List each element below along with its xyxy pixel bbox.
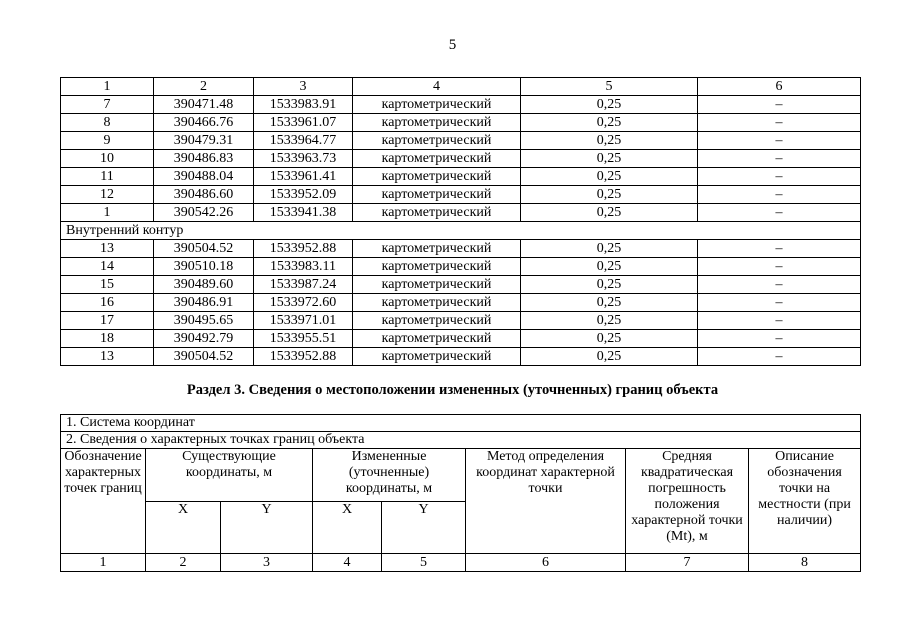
header-designation: Обозначение характерных точек границ [61,449,146,554]
table-cell: 1533972.60 [254,294,353,312]
header-existing-x: X [146,502,221,554]
table-row [61,132,861,150]
table-cell: 6 [698,78,861,96]
table-cell: 390471.48 [154,96,254,114]
table-cell: картометрический [353,258,521,276]
header-changed-y: Y [382,502,466,554]
table-cell: картометрический [353,168,521,186]
table-cell: 4 [353,78,521,96]
table-cell: – [698,96,861,114]
table-cell: 1533961.07 [254,114,353,132]
table-cell: 0,25 [521,312,698,330]
table-cell: 9 [61,132,154,150]
header-changed: Измененные (уточненные) координаты, м [313,449,466,502]
table-cell: 0,25 [521,330,698,348]
table-cell: 7 [61,96,154,114]
column-number: 5 [382,554,466,572]
column-number: 8 [749,554,861,572]
table-cell: – [698,294,861,312]
points-info-row: 2. Сведения о характерных точках границ объекта [61,432,861,449]
table-cell: 1533952.88 [254,348,353,366]
table-cell: картометрический [353,294,521,312]
table-cell: 390486.83 [154,150,254,168]
table-cell: – [698,240,861,258]
table-cell: 15 [61,276,154,294]
table-cell: 0,25 [521,114,698,132]
table-row [61,276,861,294]
table-cell: 390479.31 [154,132,254,150]
table-cell: – [698,258,861,276]
table-cell: картометрический [353,186,521,204]
table-cell: 390489.60 [154,276,254,294]
inner-contour-label: Внутренний контур [61,222,861,240]
table-row [61,114,861,132]
table-cell: картометрический [353,96,521,114]
table-cell: 1533963.73 [254,150,353,168]
table-cell: 0,25 [521,204,698,222]
table-cell: 390486.91 [154,294,254,312]
table-row [61,294,861,312]
table-cell: картометрический [353,348,521,366]
table-row [61,415,861,432]
table-cell: 1 [61,204,154,222]
table-cell: 0,25 [521,258,698,276]
header-description: Описание обозначения точки на местности (при наличии) [749,449,861,554]
table-row [61,240,861,258]
table-cell: 0,25 [521,132,698,150]
table-row [61,554,861,572]
section-title: Раздел 3. Сведения о местоположении измененных (уточненных) границ объекта [186,382,719,398]
table-cell: 0,25 [521,168,698,186]
table-cell: картометрический [353,132,521,150]
coordinate-system-row: 1. Система координат [61,415,861,432]
table-cell: картометрический [353,114,521,132]
table-cell: картометрический [353,240,521,258]
table-row [61,168,861,186]
table-cell: 0,25 [521,240,698,258]
header-method: Метод определения координат характерной точки [466,449,626,554]
table-row [61,186,861,204]
table-cell: 13 [61,348,154,366]
table-row [61,330,861,348]
header-existing: Существующие координаты, м [146,449,313,502]
table-cell: – [698,114,861,132]
table-cell: картометрический [353,312,521,330]
table-cell: 1533955.51 [254,330,353,348]
table-cell: 390495.65 [154,312,254,330]
table-cell: 1533983.91 [254,96,353,114]
table-cell: 390542.26 [154,204,254,222]
table-cell: 14 [61,258,154,276]
table-cell: 1533961.41 [254,168,353,186]
column-number: 6 [466,554,626,572]
table-cell: 1533983.11 [254,258,353,276]
table-row [61,96,861,114]
table-cell: 390486.60 [154,186,254,204]
table-cell: 1533987.24 [254,276,353,294]
table-cell: 0,25 [521,348,698,366]
table-cell: 10 [61,150,154,168]
table-row [61,150,861,168]
header-changed-x: X [313,502,382,554]
table-cell: – [698,150,861,168]
table-cell: картометрический [353,276,521,294]
table-cell: 1533964.77 [254,132,353,150]
table-cell: 1533941.38 [254,204,353,222]
header-error: Средняя квадратическая погрешность положения характерной точки (Mt), м [626,449,749,554]
table-cell: – [698,132,861,150]
table-row [61,348,861,366]
table-cell: – [698,276,861,294]
page-number: 5 [448,37,457,53]
table-cell: 8 [61,114,154,132]
table-cell: 3 [254,78,353,96]
column-number: 4 [313,554,382,572]
table-cell: 0,25 [521,96,698,114]
table-cell: 390504.52 [154,348,254,366]
table-cell: 0,25 [521,294,698,312]
table-cell: 1533971.01 [254,312,353,330]
inner-contour-row [61,222,861,240]
table-cell: 1533952.88 [254,240,353,258]
table-row [61,258,861,276]
table-cell: 18 [61,330,154,348]
table-cell: – [698,186,861,204]
column-number: 2 [146,554,221,572]
header-existing-y: Y [221,502,313,554]
table-row [61,449,861,502]
table-cell: 11 [61,168,154,186]
table-cell: 390492.79 [154,330,254,348]
table-cell: 0,25 [521,186,698,204]
table-cell: 390466.76 [154,114,254,132]
table-row [61,312,861,330]
table-cell: 390504.52 [154,240,254,258]
column-number: 7 [626,554,749,572]
table-row [61,432,861,449]
table-cell: картометрический [353,330,521,348]
table-cell: 2 [154,78,254,96]
column-number: 1 [61,554,146,572]
table-cell: 1 [61,78,154,96]
table-cell: 0,25 [521,276,698,294]
table-cell: 17 [61,312,154,330]
coordinates-table [60,77,861,366]
table-cell: 390488.04 [154,168,254,186]
table-cell: 0,25 [521,150,698,168]
table-cell: 16 [61,294,154,312]
table-cell: 12 [61,186,154,204]
table-cell: картометрический [353,204,521,222]
table-cell: – [698,330,861,348]
table-cell: 1533952.09 [254,186,353,204]
table-cell: 390510.18 [154,258,254,276]
header-row [61,78,861,96]
table-cell: – [698,312,861,330]
column-number: 3 [221,554,313,572]
table-cell: – [698,168,861,186]
table-cell: картометрический [353,150,521,168]
table-cell: – [698,204,861,222]
table-cell: – [698,348,861,366]
section3-table [60,414,861,572]
table-cell: 5 [521,78,698,96]
table-cell: 13 [61,240,154,258]
table-row [61,204,861,222]
